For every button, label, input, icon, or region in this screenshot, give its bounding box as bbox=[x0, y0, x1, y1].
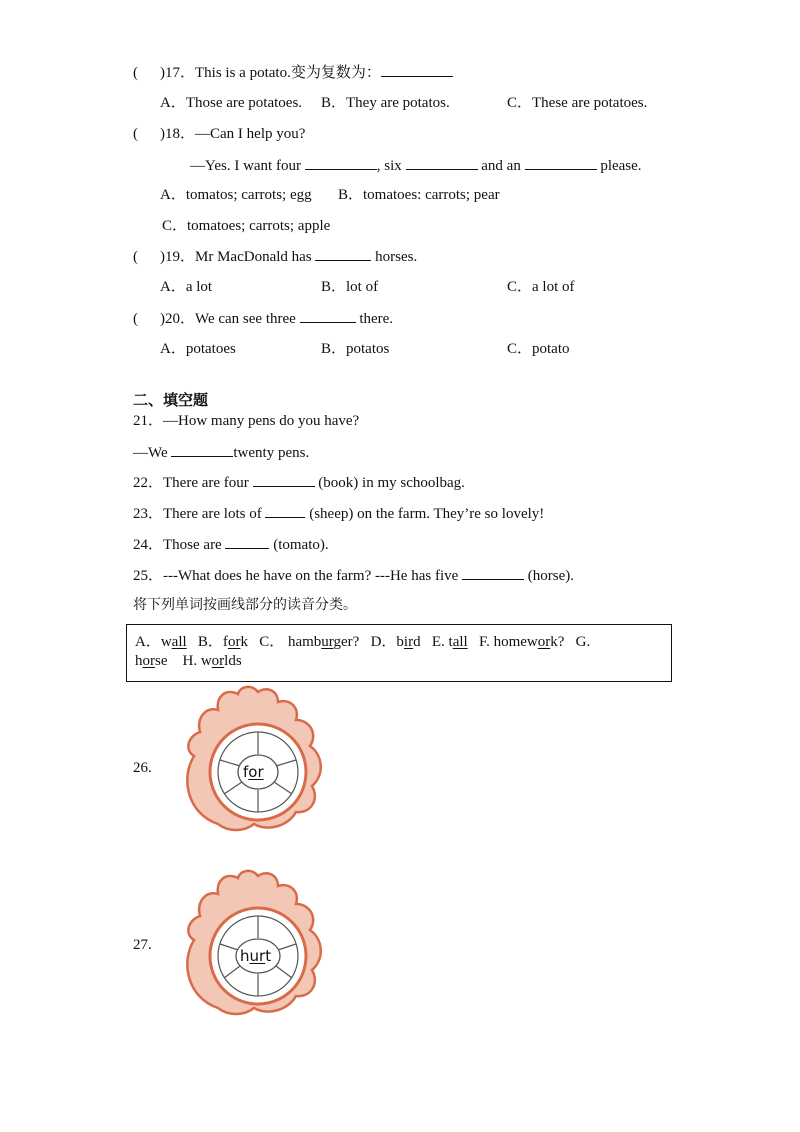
answer-paren-open: ( bbox=[133, 65, 138, 81]
q27-fire-wheel bbox=[178, 868, 328, 1018]
q21-line1: 21．—How many pens do you have? bbox=[133, 413, 360, 429]
answer-paren-close: ) bbox=[160, 249, 165, 265]
q22-text: 22．There are four bbox=[133, 475, 249, 491]
q22-blank[interactable] bbox=[253, 472, 315, 487]
q17-opt-a[interactable]: A．Those are potatoes. bbox=[160, 95, 303, 111]
answer-paren-open: ( bbox=[133, 249, 138, 265]
q22-text: (book) in my schoolbag. bbox=[318, 475, 465, 491]
q23-text: (sheep) on the farm. They’re so lovely! bbox=[309, 506, 545, 522]
q18-text: please. bbox=[600, 158, 642, 174]
q20-opt-a[interactable]: A．potatoes bbox=[160, 341, 236, 357]
q18-line bbox=[133, 124, 305, 144]
q25-text: 25．---What does he have on the farm? ---He has five bbox=[133, 568, 459, 584]
q18-stem: 18．—Can I help you? bbox=[165, 126, 306, 142]
q18-opt-a[interactable]: A．tomatos; carrots; egg bbox=[160, 187, 312, 203]
q21-text: twenty pens. bbox=[233, 445, 310, 461]
section-title: 二、填空题 bbox=[133, 391, 209, 409]
q19-stem-end: horses. bbox=[375, 249, 418, 265]
q20-blank[interactable] bbox=[300, 308, 356, 323]
q25-text: (horse). bbox=[527, 568, 575, 584]
q17-blank[interactable] bbox=[381, 62, 453, 77]
q26-number: 26. bbox=[133, 760, 152, 776]
q25-line bbox=[133, 565, 574, 586]
q20-stem-end: there. bbox=[359, 311, 394, 327]
word-box-line2 bbox=[135, 652, 242, 670]
word-h[interactable]: H. worlds bbox=[182, 653, 242, 669]
q23-blank[interactable] bbox=[265, 503, 305, 518]
q18-opt-c[interactable]: C．tomatoes; carrots; apple bbox=[162, 218, 331, 234]
q21-text: —We bbox=[133, 445, 168, 461]
q17-stem: 17．This is a potato.变为复数为： bbox=[165, 65, 381, 81]
q26-fire-wheel bbox=[178, 684, 328, 834]
q18-text: —Yes. I want four bbox=[190, 158, 301, 174]
instruction: 将下列单词按画线部分的读音分类。 bbox=[133, 597, 357, 613]
answer-paren-close: ) bbox=[160, 311, 165, 327]
answer-paren-open: ( bbox=[133, 126, 138, 142]
q19-opt-c[interactable]: C．a lot of bbox=[507, 279, 575, 295]
q19-opt-a[interactable]: A．a lot bbox=[160, 279, 213, 295]
q22-line bbox=[133, 472, 465, 493]
answer-paren-close: ) bbox=[160, 65, 165, 81]
q18-text: , six bbox=[376, 158, 402, 174]
q19-line bbox=[133, 246, 417, 267]
q17-opt-b[interactable]: B．They are potatos. bbox=[321, 95, 450, 111]
q18-blank-3[interactable] bbox=[525, 155, 597, 170]
word-b[interactable]: B．fork bbox=[197, 634, 248, 650]
q17-line bbox=[133, 62, 453, 83]
q21-line2 bbox=[133, 442, 309, 463]
q26-hub-word: for bbox=[243, 763, 264, 781]
q17-opt-c[interactable]: C．These are potatoes. bbox=[507, 95, 648, 111]
q20-line bbox=[133, 308, 393, 329]
q20-opt-c[interactable]: C．potato bbox=[507, 341, 570, 357]
q27-hub-word: hurt bbox=[240, 947, 272, 965]
answer-paren-open: ( bbox=[133, 311, 138, 327]
q24-line bbox=[133, 534, 329, 555]
q24-text: (tomato). bbox=[273, 537, 329, 553]
q18-blank-1[interactable] bbox=[305, 155, 377, 170]
word-c[interactable]: C． hamburger? bbox=[259, 634, 360, 650]
word-f[interactable]: F. homework? bbox=[478, 634, 565, 650]
word-g-label: G. bbox=[575, 634, 591, 650]
q18-blank-2[interactable] bbox=[406, 155, 478, 170]
word-box bbox=[126, 624, 672, 682]
word-d[interactable]: D．bird bbox=[370, 634, 421, 650]
word-a[interactable]: A．wall bbox=[135, 634, 187, 650]
q19-stem: 19．Mr MacDonald has bbox=[165, 249, 312, 265]
word-box-line1 bbox=[135, 633, 590, 651]
q20-opt-b[interactable]: B．potatos bbox=[321, 341, 390, 357]
q18-text: and an bbox=[481, 158, 521, 174]
q27-number: 27. bbox=[133, 937, 152, 953]
q21-blank[interactable] bbox=[171, 442, 233, 457]
word-g[interactable]: horse bbox=[135, 653, 168, 669]
answer-paren-close: ) bbox=[160, 126, 165, 142]
q23-line bbox=[133, 503, 544, 524]
q19-blank[interactable] bbox=[315, 246, 371, 261]
q25-blank[interactable] bbox=[462, 565, 524, 580]
q23-text: 23．There are lots of bbox=[133, 506, 262, 522]
q18-opt-b[interactable]: B．tomatoes: carrots; pear bbox=[338, 187, 500, 203]
q19-opt-b[interactable]: B．lot of bbox=[321, 279, 379, 295]
q18-line2 bbox=[190, 155, 642, 176]
q20-stem: 20．We can see three bbox=[165, 311, 296, 327]
word-e[interactable]: E. tall bbox=[431, 634, 468, 650]
q24-text: 24．Those are bbox=[133, 537, 222, 553]
q24-blank[interactable] bbox=[225, 534, 269, 549]
